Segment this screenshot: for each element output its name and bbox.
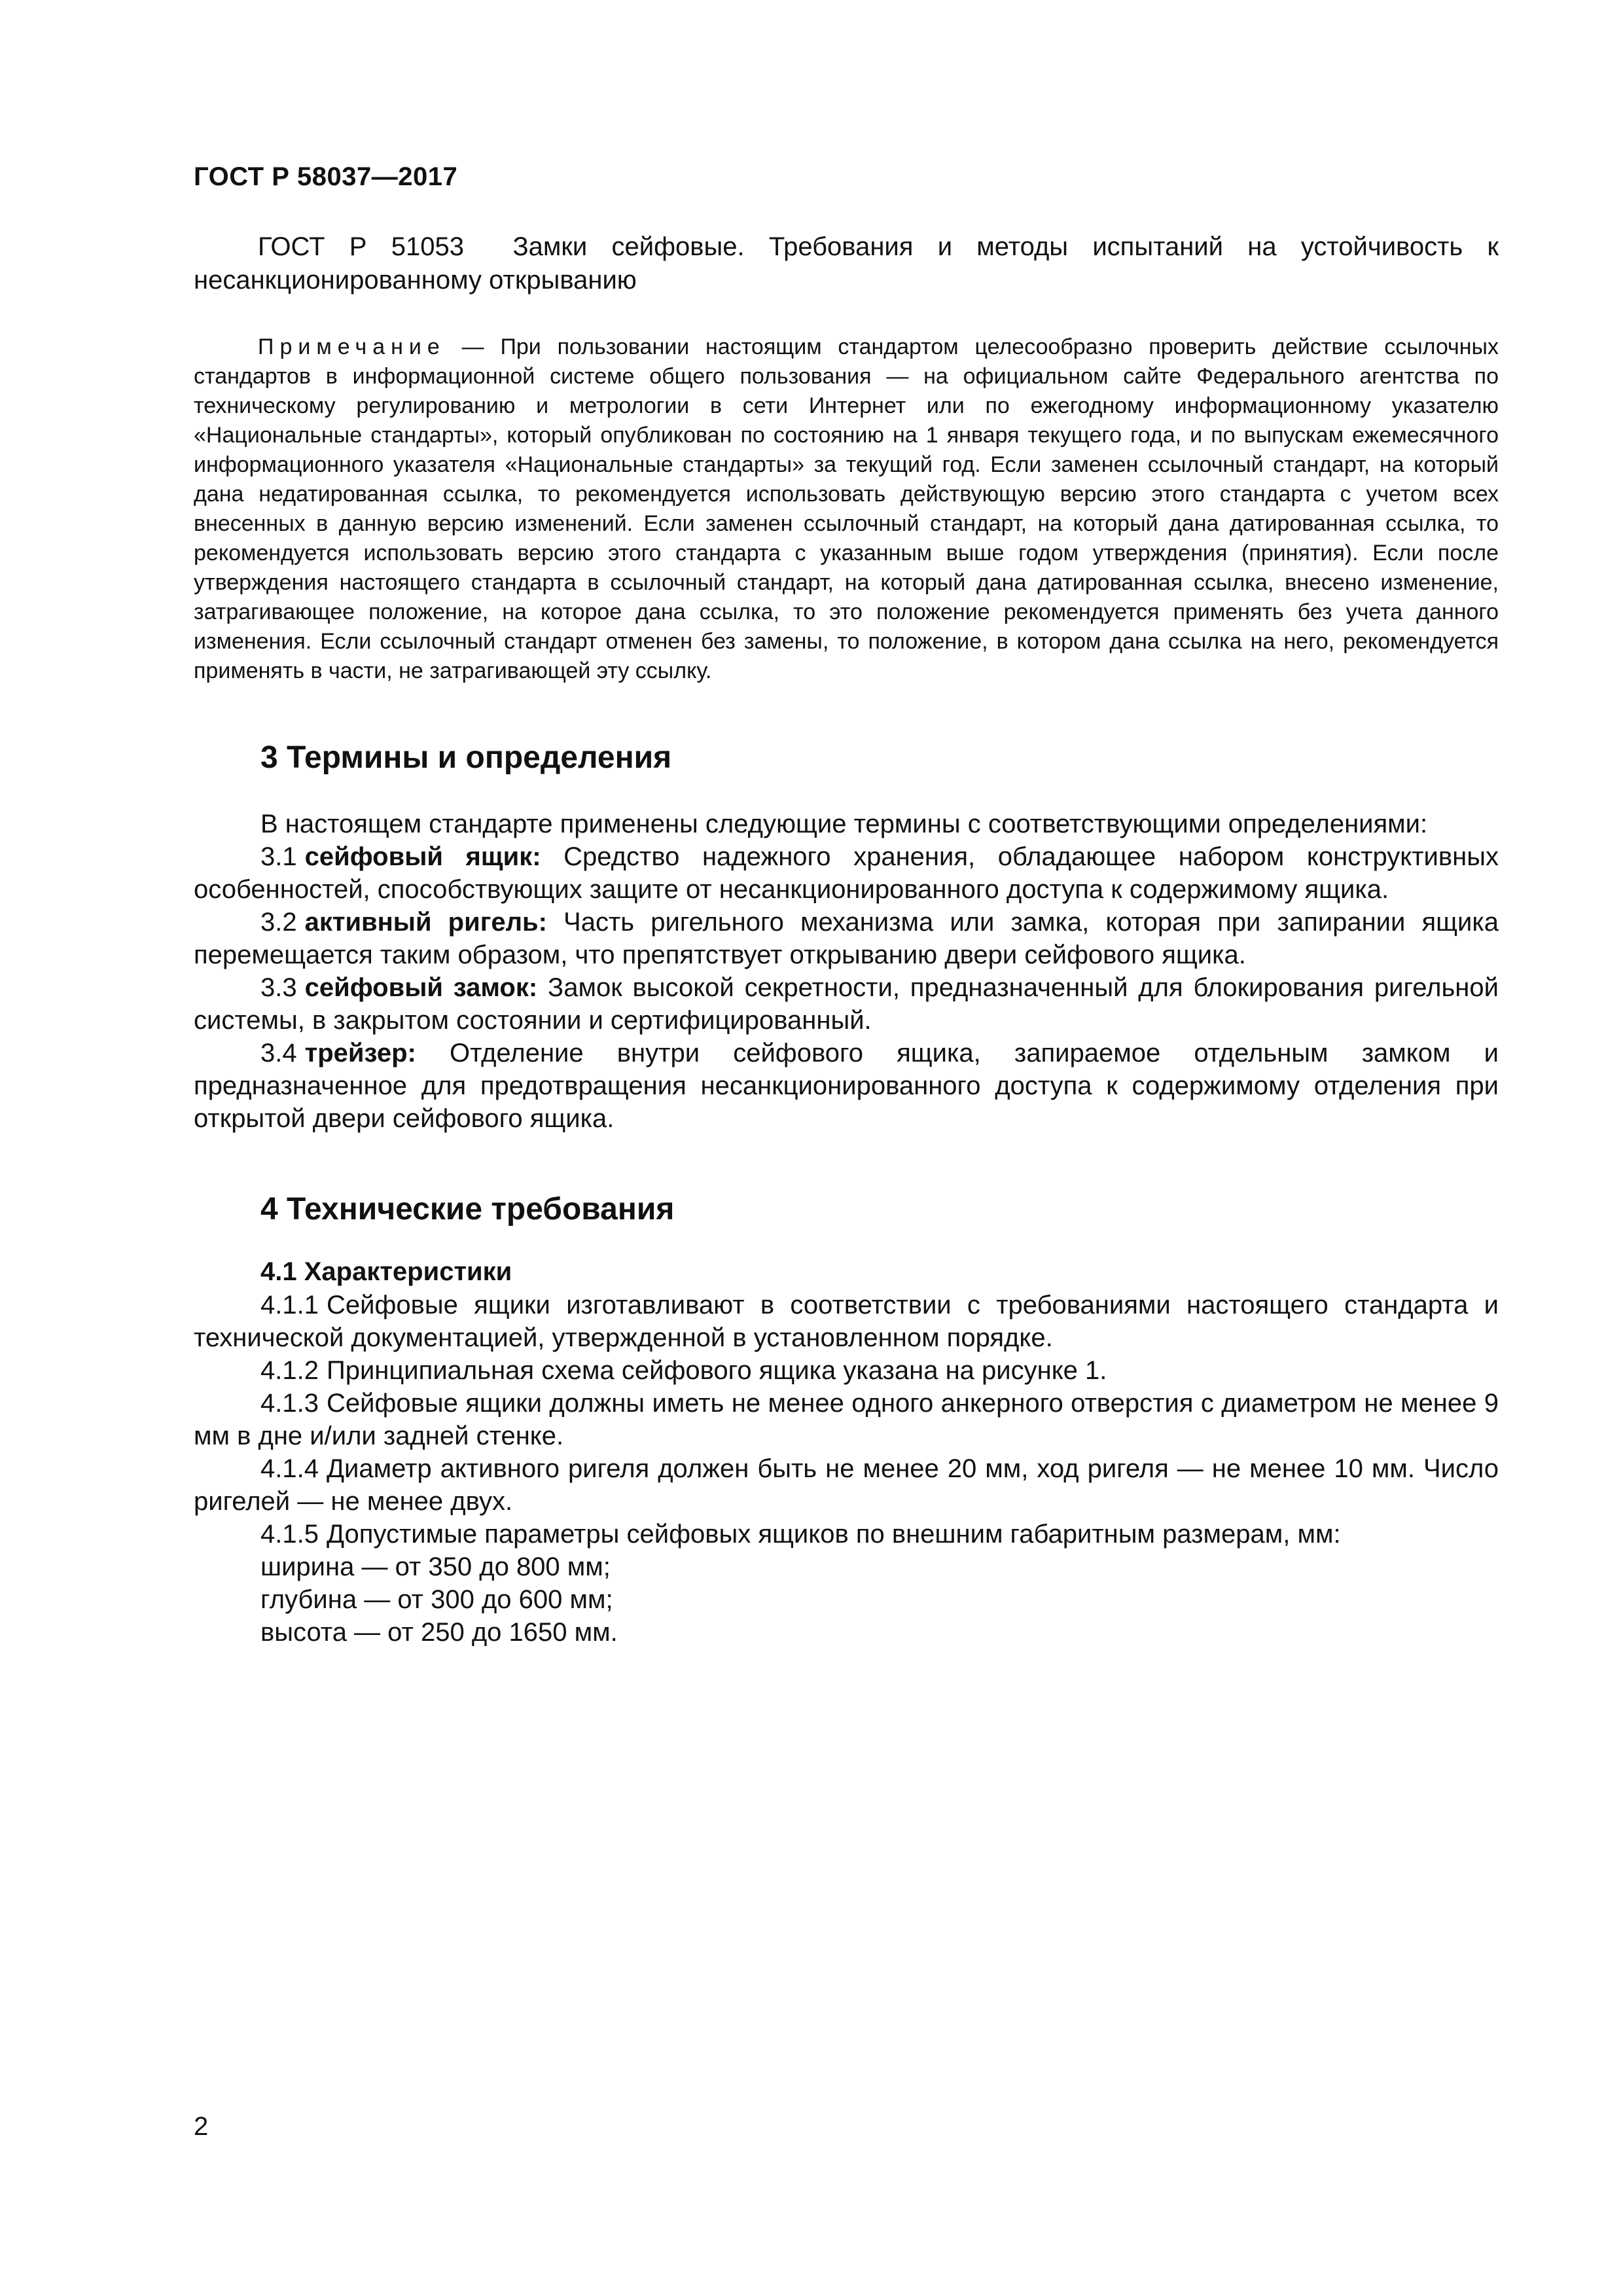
item-4-1-2 (194, 1354, 1499, 1387)
term-3-3 (194, 971, 1499, 1037)
term-number: 3.3 (260, 973, 297, 1002)
term-3-4 (194, 1037, 1499, 1135)
term-definition: Замок высокой секретности, предназначенный для блокирования ригельной системы, в закрытом состоянии и сертифицированный. (194, 973, 1499, 1035)
item-text: Допустимые параметры сейфовых ящиков по внешним габаритным размерам, мм: (326, 1520, 1341, 1549)
reference-id: ГОСТ Р 51053 (258, 232, 464, 261)
term-definition: Средство надежного хранения, обладающее набором конструктивных особенностей, способствующих защите от несанкционированного доступа к содержимому ящика. (194, 842, 1499, 904)
page-number: 2 (194, 2112, 209, 2141)
item-text: Сейфовые ящики изготавливают в соответствии с требованиями настоящего стандарта и технической документацией, утвержденной в установленном порядке. (194, 1291, 1499, 1352)
item-number: 4.1.4 (260, 1454, 319, 1483)
term-number: 3.2 (260, 908, 297, 937)
dimension-width: ширина — от 350 до 800 мм; (260, 1552, 611, 1581)
note-text: — При пользовании настоящим стандартом целесообразно проверить действие ссылочных стандартов в информационной системе общего пользования — на официальном сайте Федерального агентства по техническому регулированию и метрологии в сети Интернет или по ежегодному информационному указателю «Национальные стандарты», который опубликован по состоянию на 1 января текущего года, и по выпускам ежемесячного информационного указателя «Национальные стандарты» за текущий год. Если заменен ссылочный стандарт, на который дана недатированная ссылка, то рекомендуется использовать действующую версию этого стандарта с учетом всех внесенных в данную версию изменений. Если заменен ссылочный стандарт, на который дана датированная ссылка, то рекомендуется использовать версию этого стандарта с указанным выше годом утверждения (принятия). Если после утверждения настоящего стандарта в ссылочный стандарт, на который дана датированная ссылка, внесено изменение, затрагивающее положение, на которое дана ссылка, то это положение рекомендуется применять без учета данного изменения. Если ссылочный стандарт отменен без замены, то положение, в котором дана ссылка на него, рекомендуется применять в части, не затрагивающей эту ссылку. (194, 334, 1499, 683)
item-number: 4.1.5 (260, 1520, 319, 1549)
term-3-1 (194, 840, 1499, 906)
section-3-heading: 3 Термины и определения (260, 740, 672, 775)
item-4-1-1 (194, 1289, 1499, 1354)
item-4-1-3 (194, 1387, 1499, 1452)
dimension-depth: глубина — от 300 до 600 мм; (260, 1585, 613, 1614)
note-block (194, 332, 1499, 686)
reference-entry (194, 230, 1499, 297)
page-content (194, 230, 1499, 1649)
term-definition: Часть ригельного механизма или замка, которая при запирании ящика перемещается таким образом, что препятствует открыванию двери сейфового ящика. (194, 908, 1499, 969)
term-name: трейзер: (304, 1039, 416, 1067)
note-label: Примечание (258, 334, 446, 359)
term-name: сейфовый замок: (304, 973, 538, 1002)
dimension-height: высота — от 250 до 1650 мм. (260, 1618, 618, 1647)
subsection-4-1-heading: 4.1 Характеристики (260, 1257, 512, 1286)
term-definition: Отделение внутри сейфового ящика, запираемое отдельным замком и предназначенное для предотвращения несанкционированного доступа к содержимому отделения при открытой двери сейфового ящика. (194, 1039, 1499, 1133)
section-4-heading: 4 Технические требования (260, 1192, 675, 1227)
item-text: Диаметр активного ригеля должен быть не менее 20 мм, ход ригеля — не менее 10 мм. Число ригелей — не менее двух. (194, 1454, 1499, 1516)
reference-title: Замки сейфовые. Требования и методы испытаний на устойчивость к несанкционированному открыванию (194, 232, 1499, 295)
item-number: 4.1.1 (260, 1291, 319, 1319)
section-3-intro: В настоящем стандарте применены следующие термины с соответствующими определениями: (260, 810, 1428, 838)
term-name: активный ригель: (304, 908, 547, 937)
term-name: сейфовый ящик: (304, 842, 541, 871)
item-text: Принципиальная схема сейфового ящика указана на рисунке 1. (326, 1356, 1107, 1385)
item-4-1-4 (194, 1452, 1499, 1518)
document-header-id: ГОСТ Р 58037—2017 (194, 162, 458, 191)
item-text: Сейфовые ящики должны иметь не менее одного анкерного отверстия с диаметром не менее 9 мм в дне и/или задней стенке. (194, 1389, 1499, 1450)
item-number: 4.1.2 (260, 1356, 319, 1385)
item-4-1-5 (194, 1518, 1499, 1551)
term-3-2 (194, 906, 1499, 971)
item-number: 4.1.3 (260, 1389, 319, 1418)
term-number: 3.4 (260, 1039, 297, 1067)
term-number: 3.1 (260, 842, 297, 871)
